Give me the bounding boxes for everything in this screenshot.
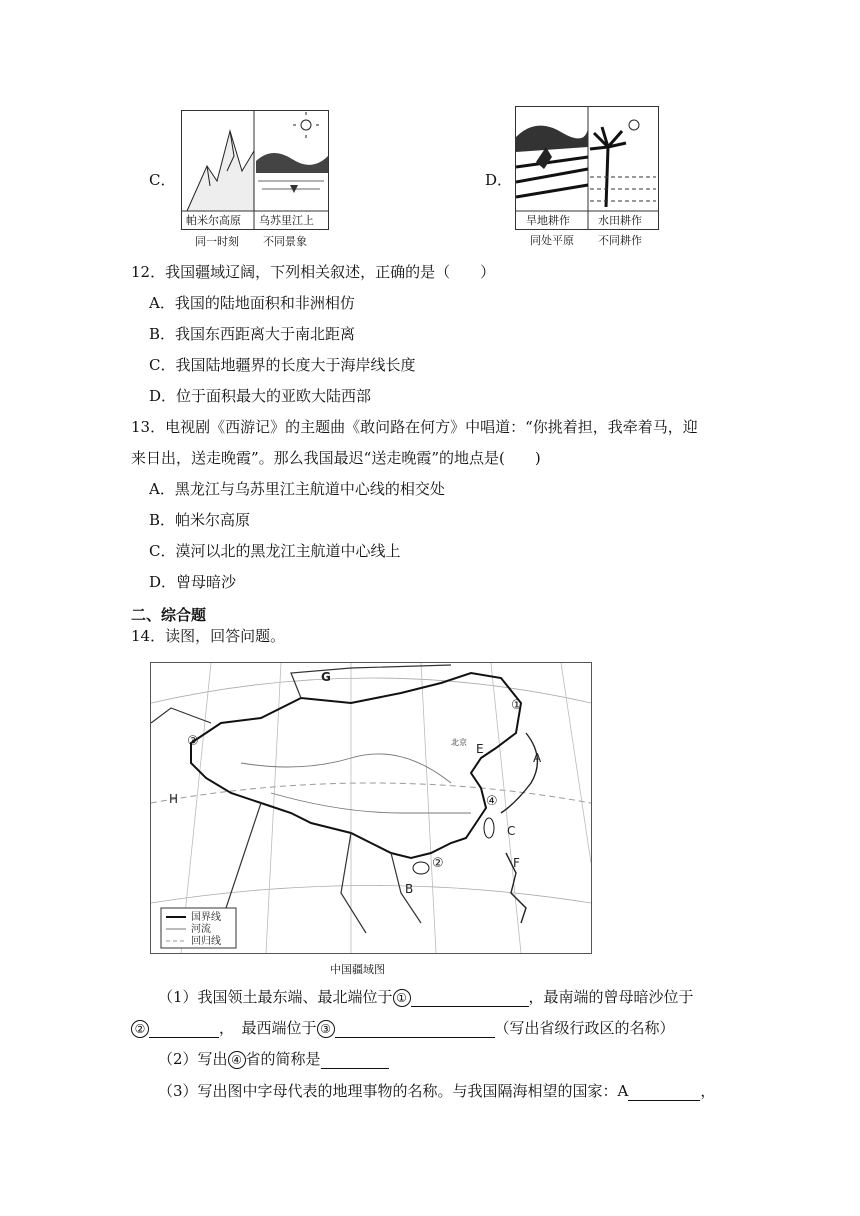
- picture-c-left-sub: 同一时刻: [195, 235, 239, 248]
- map-label-a: A: [533, 751, 542, 765]
- china-territory-map: [150, 662, 592, 954]
- q14-sub1-a: （1）我国领土最东端、最北端位于: [158, 988, 393, 1006]
- q13-stem-line1: 13．电视剧《西游记》的主题曲《敢问路在何方》中唱道：“你挑着担，我牵着马，迎: [131, 418, 698, 436]
- picture-c: [181, 110, 329, 230]
- q14-sub2-b: 省的简称是: [245, 1050, 321, 1068]
- map-label-4: ④: [486, 794, 498, 809]
- option-c-label: C．: [149, 171, 176, 189]
- section-title: 二、综合题: [131, 606, 207, 624]
- q14-sub1-line2: [131, 1018, 675, 1038]
- picture-c-right-caption: 乌苏里江上: [259, 214, 314, 227]
- q14-sub1-d: ， 最西端位于: [219, 1019, 317, 1037]
- q13-option-d: D．曾母暗沙: [149, 573, 237, 591]
- q12-stem: 12．我国疆域辽阔，下列相关叙述，正确的是（ ）: [131, 263, 496, 281]
- q14-sub2: [158, 1049, 389, 1069]
- picture-d-drawing: [516, 107, 658, 229]
- map-label-c: C: [507, 824, 516, 838]
- legend-border: 国界线: [191, 912, 221, 923]
- q12-option-c: C．我国陆地疆界的长度大于海岸线长度: [149, 356, 416, 374]
- option-d-label: D．: [485, 171, 513, 189]
- map-label-1: ①: [511, 698, 523, 713]
- q14-sub1-line1: [158, 987, 694, 1007]
- answer-blank-1[interactable]: [411, 990, 529, 1007]
- picture-d-right-caption: 水田耕作: [598, 214, 642, 227]
- q14-sub3-a: （3）写出图中字母代表的地理事物的名称。与我国隔海相望的国家：A: [158, 1082, 629, 1100]
- picture-d: [515, 106, 659, 230]
- map-label-beijing: 北京: [451, 738, 467, 747]
- map-label-b: B: [405, 882, 414, 896]
- q14-sub2-a: （2）写出: [158, 1050, 228, 1068]
- picture-d-right-sub: 不同耕作: [598, 234, 642, 247]
- map-label-3: ③: [187, 734, 199, 749]
- picture-c-right-sub: 不同景象: [263, 235, 307, 248]
- circle-1: ①: [393, 989, 411, 1007]
- circle-2: ②: [131, 1020, 149, 1038]
- map-label-g: G: [321, 670, 331, 684]
- q14-stem: 14．读图，回答问题。: [131, 627, 286, 645]
- q13-option-b: B．帕米尔高原: [149, 511, 251, 529]
- picture-c-left-caption: 帕米尔高原: [186, 214, 241, 227]
- q13-stem-line2: 来日出，送走晚霞”。那么我国最迟“送走晚霞”的地点是( ): [131, 449, 541, 467]
- q12-option-a: A．我国的陆地面积和非洲相仿: [149, 294, 355, 312]
- picture-d-left-caption: 旱地耕作: [526, 214, 570, 227]
- answer-blank-4[interactable]: [321, 1052, 389, 1069]
- answer-blank-2[interactable]: [149, 1021, 219, 1038]
- q13-option-c: C．漠河以北的黑龙江主航道中心线上: [149, 542, 401, 560]
- legend-river: 河流: [191, 924, 211, 935]
- map-drawing: [151, 663, 591, 953]
- q14-sub1-e: （写出省级行政区的名称）: [494, 1019, 675, 1037]
- map-label-f: F: [513, 856, 520, 870]
- q12-option-b: B．我国东西距离大于南北距离: [149, 325, 356, 343]
- picture-d-left-sub: 同处平原: [530, 234, 574, 247]
- map-label-h: H: [169, 792, 179, 806]
- legend-tropic: 回归线: [191, 936, 221, 947]
- q14-sub3: [158, 1081, 715, 1101]
- answer-blank-3[interactable]: [335, 1021, 495, 1038]
- q14-sub1-b: ，最南端的曾母暗沙位于: [528, 988, 694, 1006]
- answer-blank-5[interactable]: [628, 1084, 700, 1101]
- q14-sub3-b: ，: [700, 1082, 716, 1100]
- map-label-e: E: [476, 742, 484, 756]
- map-caption: 中国疆域图: [330, 963, 385, 976]
- q13-option-a: A．黑龙江与乌苏里江主航道中心线的相交处: [149, 480, 445, 498]
- q12-option-d: D．位于面积最大的亚欧大陆西部: [149, 387, 372, 405]
- map-label-2: ②: [432, 856, 444, 871]
- circle-3: ③: [317, 1020, 335, 1038]
- circle-4: ④: [228, 1051, 246, 1069]
